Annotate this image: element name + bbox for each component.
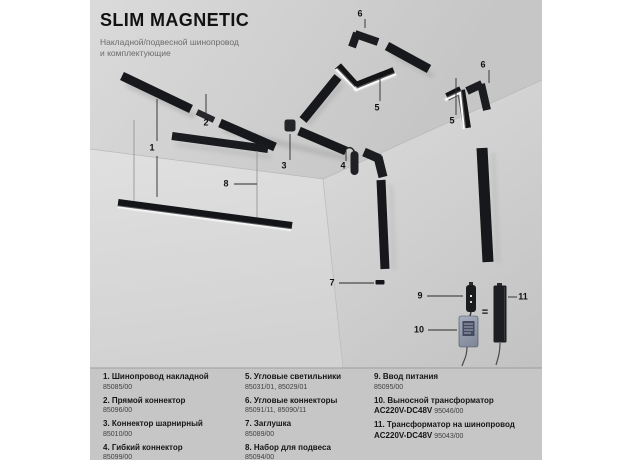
callout-3: 3: [281, 160, 287, 171]
power-input-led: [470, 295, 472, 297]
legend-item-7: [245, 419, 373, 439]
left-wall: [90, 149, 346, 368]
flex-connector: [351, 151, 359, 175]
legend-item-part: 85089/00: [245, 430, 275, 438]
part-number: 95043/00: [434, 432, 464, 440]
transformer-label: [463, 321, 475, 336]
legend-item-title: 10. Выносной трансформатор: [374, 395, 494, 405]
device-link-wire: [470, 312, 471, 316]
equals-sign: =: [481, 306, 489, 319]
legend-item-part: 85091/11, 85090/11: [245, 407, 307, 414]
callout-8: 8: [223, 178, 229, 189]
subtitle-line-2: и комплектующие: [100, 47, 171, 58]
callout-4: 4: [340, 160, 346, 171]
legend-item-5: [245, 372, 373, 392]
legend-item-3: [103, 419, 241, 439]
voltage-spec: AC220V-DC48V: [374, 430, 433, 440]
callout-7: 7: [329, 277, 335, 288]
legend-item-10: [374, 396, 536, 417]
wall-track-right: [482, 148, 488, 262]
legend-item-part: 85031/01, 85029/01: [245, 383, 308, 391]
legend-item-part: [374, 406, 536, 416]
callout-6a: 6: [357, 8, 363, 19]
callout-5a: 5: [374, 102, 380, 113]
legend-item-title: 7. Заглушка: [245, 419, 292, 428]
header: [100, 8, 363, 58]
wall-track-left: [381, 180, 385, 269]
voltage-spec: AC220V-DC48V: [374, 406, 433, 415]
legend-item-part: 85010/00: [103, 430, 133, 438]
subtitle-line-1: Накладной/подвесной шинопровод: [100, 37, 239, 47]
hinge-connector: [285, 120, 296, 132]
legend-item-11: [374, 420, 536, 441]
callout-11: 11: [518, 291, 528, 302]
legend-item-part: 85096/00: [103, 407, 133, 414]
legend-item-title: 2. Прямой коннектор: [103, 395, 186, 405]
legend-item-part: 85094/00: [245, 454, 275, 460]
ceiling-to-wall-corner-arm2: [378, 157, 383, 177]
end-cap: [376, 280, 385, 285]
page-subtitle: [100, 37, 360, 58]
legend-item-part: 85085/00: [103, 383, 133, 391]
legend-item-4: [103, 443, 241, 460]
legend-item-title: 8. Набор для подвеса: [245, 442, 331, 452]
legend-item-title: 1. Шинопровод накладной: [103, 372, 209, 381]
legend-item-part: [374, 431, 536, 441]
legend-item-6: [245, 396, 373, 416]
legend-item-9: [374, 372, 536, 392]
page-title: SLIM MAGNETIC: [100, 10, 250, 30]
callout-10: 10: [413, 324, 425, 335]
power-input-button: [470, 301, 472, 303]
part-number: 95046/00: [434, 408, 464, 415]
legend-column-1: [103, 372, 241, 460]
legend-item-part: 85099/00: [103, 454, 133, 460]
callout-9: 9: [417, 290, 423, 301]
legend-item-title: 6. Угловые коннекторы: [245, 395, 338, 405]
legend-item-title: 4. Гибкий коннектор: [103, 442, 183, 452]
legend-column-2: [245, 372, 373, 460]
legend-item-title: 3. Коннектор шарнирный: [103, 419, 203, 428]
legend-item-1: [103, 372, 241, 392]
legend-item-title: 9. Ввод питания: [374, 372, 439, 381]
callout-2: 2: [203, 117, 209, 128]
legend-column-3: [374, 372, 536, 445]
callout-6b: 6: [480, 59, 486, 70]
callout-1: 1: [149, 142, 155, 153]
legend-item-title: 5. Угловые светильники: [245, 372, 342, 381]
callout-5b: 5: [449, 115, 455, 126]
legend-item-8: [245, 443, 373, 460]
legend-item-part: 85095/00: [374, 383, 404, 391]
legend-item-title: 11. Трансформатор на шинопровод: [374, 420, 515, 429]
power-input-device: [466, 285, 476, 312]
legend-item-2: [103, 396, 241, 416]
